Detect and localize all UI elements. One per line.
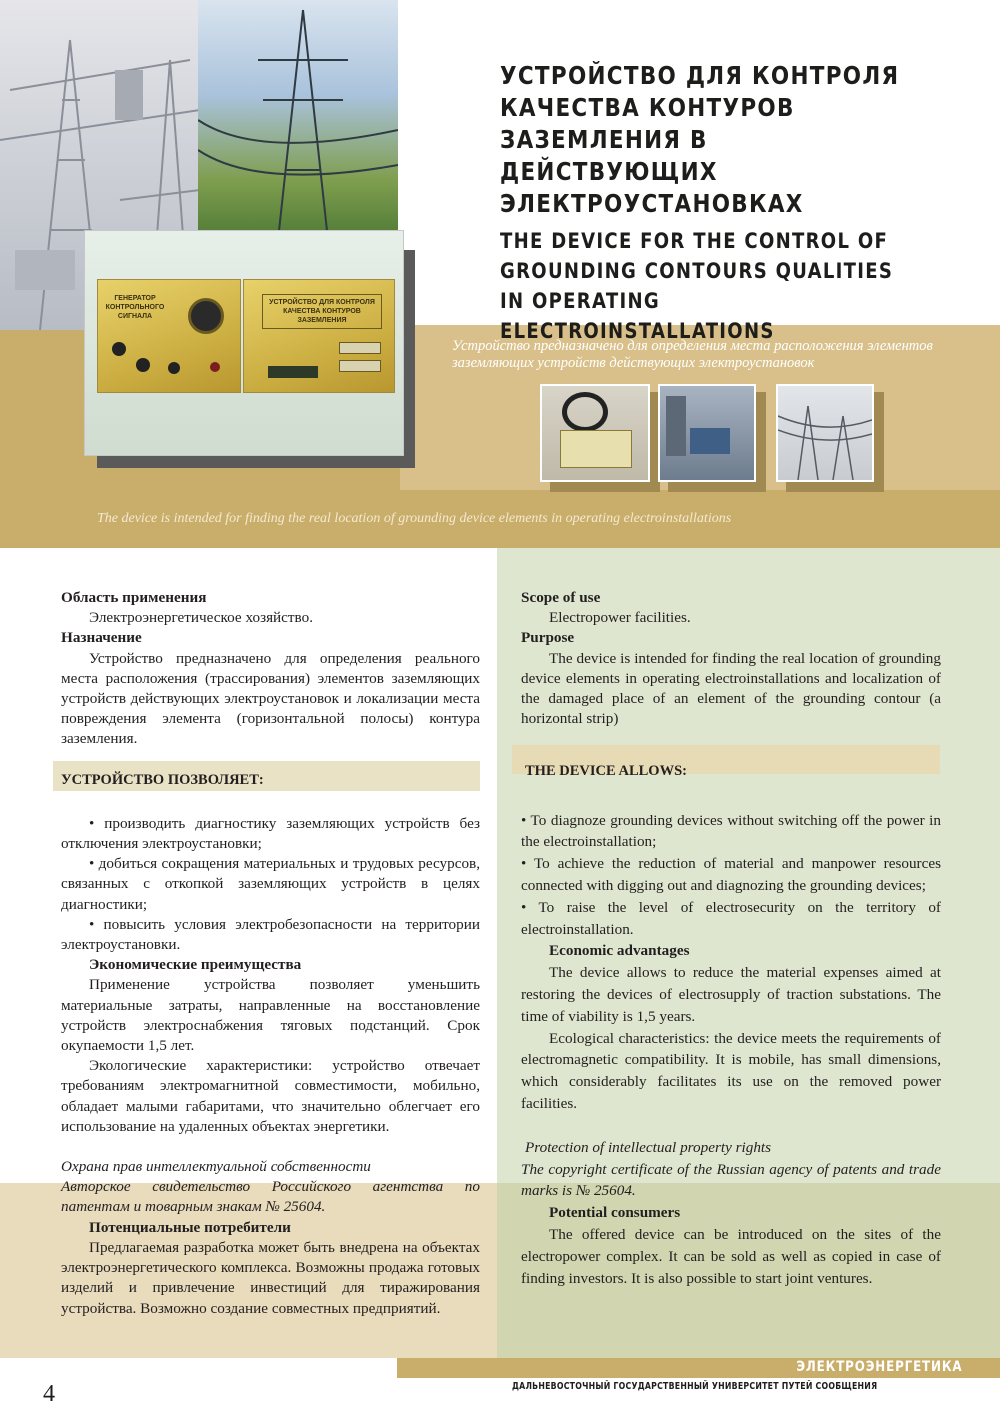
bullet-item: • повысить условия электробезопасности на территории электроустановки. bbox=[61, 915, 480, 954]
ip-heading: Охрана прав интеллектуальной собственности bbox=[61, 1158, 371, 1176]
control-device-box bbox=[243, 279, 395, 393]
power-tower-illustration bbox=[198, 0, 398, 240]
economic-heading: Экономические преимущества bbox=[89, 956, 302, 974]
knob-icon bbox=[168, 362, 180, 374]
cable-coil-icon bbox=[562, 392, 608, 432]
indicator-icon bbox=[339, 342, 381, 354]
economic-text: The device allows to reduce the material expenses aimed at restoring the devices of electrosupply of traction substations. The time of viability is 1,5 years. bbox=[521, 964, 941, 1025]
power-line-photo bbox=[198, 0, 398, 240]
scope-heading: Область применения bbox=[61, 589, 207, 606]
consumers-heading: Potential consumers bbox=[549, 1204, 681, 1222]
consumers-heading: Потенциальные потребители bbox=[89, 1218, 291, 1236]
generator-label: ГЕНЕРАТОР КОНТРОЛЬНОГО СИГНАЛА bbox=[105, 295, 165, 320]
powerlines-photo bbox=[776, 384, 874, 482]
bullet-item: • To diagnoze grounding devices without switching off the power in the electroinstallation; bbox=[521, 811, 941, 851]
column-ru bbox=[61, 588, 480, 1319]
purpose-text: The device is intended for finding the real location of grounding device elements in operating electroinstallations and localization of the damaged place of an element of the grounding contour (a horizontal strip) bbox=[521, 649, 941, 728]
bullet-item: • To raise the level of electrosecurity on the territory of electroinstallation. bbox=[521, 898, 941, 938]
lab-panel-icon bbox=[666, 396, 686, 456]
page-title-en: THE DEVICE FOR THE CONTROL OF GROUNDING CONTOURS QUALITIES IN OPERATING ELECTROINSTALLATIONS bbox=[500, 229, 894, 343]
knob-icon bbox=[136, 358, 150, 372]
university-name: ДАЛЬНЕВОСТОЧНЫЙ ГОСУДАРСТВЕННЫЙ УНИВЕРСИТЕТ ПУТЕЙ СООБЩЕНИЯ bbox=[512, 1381, 878, 1392]
section-name: ЭЛЕКТРОЭНЕРГЕТИКА bbox=[795, 1359, 962, 1375]
scope-heading: Scope of use bbox=[521, 589, 601, 606]
ecology-text: Ecological characteristics: the device meets the requirements of electromagnetic compatibility. It is mobile, has small dimensions, which considerably facilitates its use on the removed power facilities. bbox=[521, 1029, 941, 1112]
knob-icon bbox=[210, 362, 220, 372]
ecology-text: Экологические характеристики: устройство отвечает требованиям электромагнитной совместимости, мобильно, обладает малыми габаритами, что значительно облегчает его использование на удаленных объектах энергетики. bbox=[61, 1057, 480, 1135]
indicator-icon bbox=[339, 360, 381, 372]
column-en bbox=[521, 588, 941, 1289]
knob-icon bbox=[112, 342, 126, 356]
consumers-text: Предлагаемая разработка может быть внедрена на объектах электроэнергетического комплекса. Возможны продажа готовых изделий и привлечение инвестиций для тиражирования устройства. Возможно создание совместных предприятий. bbox=[61, 1238, 480, 1317]
purpose-text: Устройство предназначено для определения реального места расположения (трассирования) элементов заземляющих устройств действующих электроустановок и локализации места повреждения элемента (горизонтальной полосы) контура заземления. bbox=[61, 649, 480, 748]
page-number: 4 bbox=[43, 1381, 55, 1407]
pylons-icon bbox=[778, 386, 872, 480]
ip-text: The copyright certificate of the Russian agency of patents and trade marks is № 25604. bbox=[521, 1160, 941, 1200]
bullet-item: • производить диагностику заземляющих устройств без отключения электроустановки; bbox=[61, 814, 480, 853]
purpose-caption-en: The device is intended for finding the real location of grounding device elements in operating electroinstallations bbox=[97, 511, 732, 526]
lab-photo bbox=[658, 384, 756, 482]
lab-equipment-icon bbox=[690, 428, 730, 454]
economic-text: Применение устройства позволяет уменьшить материальные затраты, направленные на восстановление устройств электроснабжения тяговых подстанций. Срок окупаемости 1,5 лет. bbox=[61, 976, 480, 1055]
allows-heading: THE DEVICE ALLOWS: bbox=[525, 763, 687, 780]
knob-icon bbox=[188, 298, 224, 334]
purpose-heading: Назначение bbox=[61, 629, 142, 647]
device-label: УСТРОЙСТВО ДЛЯ КОНТРОЛЯ КАЧЕСТВА КОНТУРОВ ЗАЗЕМЛЕНИЯ bbox=[262, 294, 382, 329]
economic-heading: Economic advantages bbox=[549, 942, 690, 960]
allows-heading: УСТРОЙСТВО ПОЗВОЛЯЕТ: bbox=[61, 771, 264, 788]
signal-generator-box bbox=[97, 279, 241, 393]
page-title-ru: УСТРОЙСТВО ДЛЯ КОНТРОЛЯ КАЧЕСТВА КОНТУРОВ ЗАЗЕМЛЕНИЯ В ДЕЙСТВУЮЩИХ ЭЛЕКТРОУСТАНОВКАХ bbox=[500, 61, 900, 218]
display-icon bbox=[268, 366, 318, 378]
consumers-text: The offered device can be introduced on the sites of the electropower complex. It can be sold as well as copied in case of finding investors. It is also possible to start joint ventures. bbox=[521, 1225, 941, 1287]
ip-heading: Protection of intellectual property rights bbox=[525, 1138, 772, 1156]
scope-text: Electropower facilities. bbox=[549, 609, 691, 627]
cables-photo bbox=[540, 384, 650, 482]
scope-text: Электроэнергетическое хозяйство. bbox=[89, 609, 314, 627]
purpose-caption-ru: Устройство предназначено для определения места расположения элементов заземляющих устройств действующих электроустановок bbox=[452, 338, 933, 371]
device-thumb-icon bbox=[560, 430, 632, 468]
bullet-item: • To achieve the reduction of material and manpower resources connected with digging out and diagnozing the grounding devices; bbox=[521, 855, 941, 895]
purpose-heading: Purpose bbox=[521, 629, 575, 647]
ip-text: Авторское свидетельство Российского агентства по патентам и товарным знакам № 25604. bbox=[61, 1178, 480, 1216]
device-photo bbox=[84, 230, 404, 456]
bullet-item: • добиться сокращения материальных и трудовых ресурсов, связанных с откопкой заземляющих устройств в целях диагностики; bbox=[61, 855, 480, 913]
